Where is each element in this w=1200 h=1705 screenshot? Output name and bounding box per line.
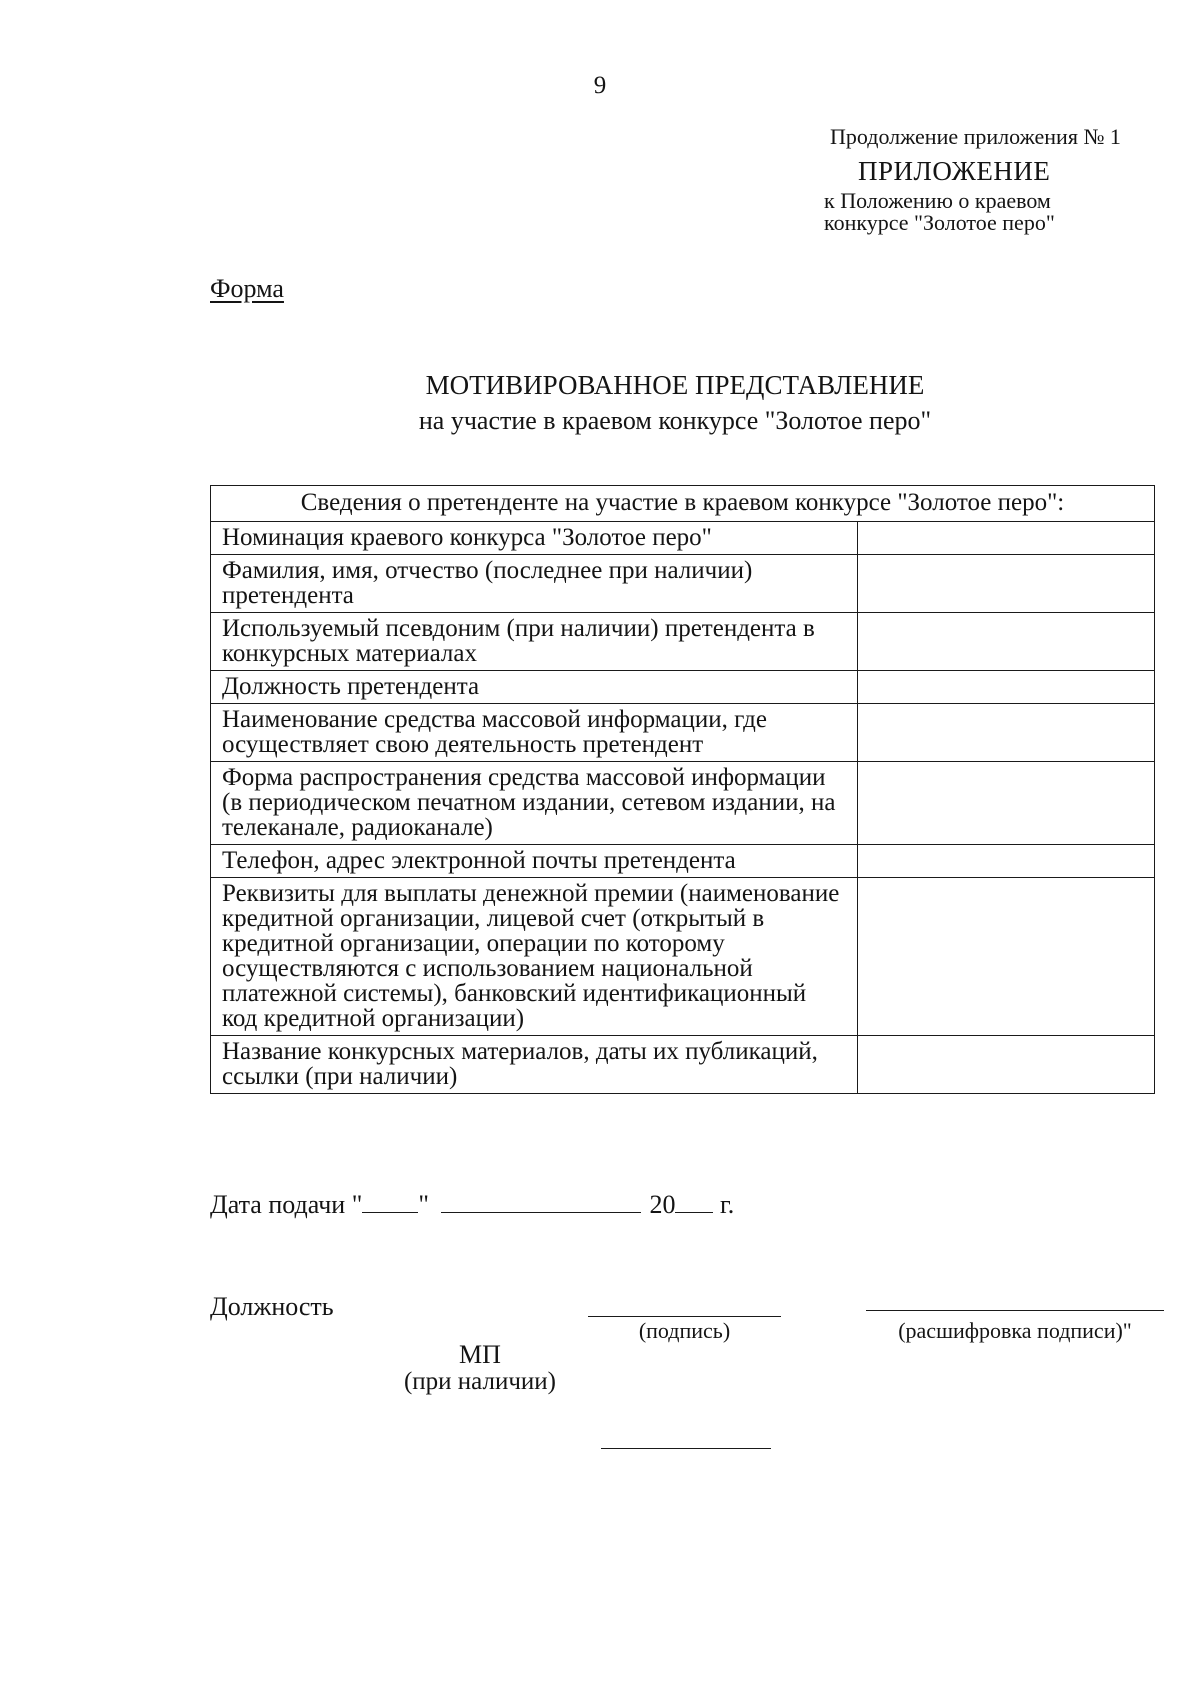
row-label-media-name: Наименование средства массовой информации, где осуществляет свою деятельность претендент xyxy=(211,704,858,762)
table-row xyxy=(211,878,1155,1036)
row-label-full-name: Фамилия, имя, отчество (последнее при наличии) претендента xyxy=(211,555,858,613)
position-label: Должность xyxy=(210,1292,334,1321)
month-blank[interactable] xyxy=(441,1190,641,1213)
separator-line xyxy=(601,1448,771,1449)
table-row xyxy=(211,555,1155,613)
row-value-nomination[interactable] xyxy=(858,522,1155,555)
table-row xyxy=(211,704,1155,762)
appendix-reference-line2: конкурсе "Золотое перо" xyxy=(824,210,1055,235)
table-row xyxy=(211,845,1155,878)
stamp-label: МП xyxy=(459,1340,501,1369)
row-value-full-name[interactable] xyxy=(858,555,1155,613)
continuation-note: Продолжение приложения № 1 xyxy=(830,124,1121,149)
open-quote: " xyxy=(351,1190,363,1219)
table-row xyxy=(211,613,1155,671)
form-label: Форма xyxy=(210,274,284,303)
table-row xyxy=(211,671,1155,704)
row-label-position: Должность претендента xyxy=(211,671,858,704)
signature-decoding-line[interactable] xyxy=(866,1310,1164,1311)
signature-caption: (подпись) xyxy=(638,1318,731,1343)
row-value-media-form[interactable] xyxy=(858,762,1155,845)
submission-date-label: Дата подачи xyxy=(210,1190,346,1219)
document-title: МОТИВИРОВАННОЕ ПРЕДСТАВЛЕНИЕ xyxy=(425,370,925,400)
row-value-pseudonym[interactable] xyxy=(858,613,1155,671)
table-row xyxy=(211,1036,1155,1094)
day-blank[interactable] xyxy=(362,1190,418,1213)
document-subtitle: на участие в краевом конкурсе "Золотое перо" xyxy=(418,406,932,435)
year-suffix: г. xyxy=(719,1190,735,1219)
table-header: Сведения о претенденте на участие в краевом конкурсе "Золотое перо": xyxy=(211,486,1155,522)
appendix-reference-line1: к Положению о краевом xyxy=(824,188,1051,213)
close-quote: " xyxy=(418,1190,429,1219)
signature-decoding-caption: (расшифровка подписи)" xyxy=(898,1318,1132,1343)
row-label-contacts: Телефон, адрес электронной почты претендента xyxy=(211,845,858,878)
row-label-materials: Название конкурсных материалов, даты их публикаций, ссылки (при наличии) xyxy=(211,1036,858,1094)
table-header-row xyxy=(211,486,1155,522)
row-label-nomination: Номинация краевого конкурса "Золотое перо" xyxy=(211,522,858,555)
row-value-bank-details[interactable] xyxy=(858,878,1155,1036)
row-value-materials[interactable] xyxy=(858,1036,1155,1094)
page-number: 9 xyxy=(593,72,607,99)
year-prefix: 20 xyxy=(649,1190,676,1219)
row-value-media-name[interactable] xyxy=(858,704,1155,762)
row-value-contacts[interactable] xyxy=(858,845,1155,878)
row-label-pseudonym: Используемый псевдоним (при наличии) претендента в конкурсных материалах xyxy=(211,613,858,671)
applicant-info-table xyxy=(210,485,1155,1094)
signature-line[interactable] xyxy=(588,1316,781,1317)
submission-date xyxy=(210,1190,734,1220)
table-row xyxy=(211,522,1155,555)
stamp-note: (при наличии) xyxy=(403,1368,557,1395)
table-row xyxy=(211,762,1155,845)
row-label-bank-details: Реквизиты для выплаты денежной премии (наименование кредитной организации, лицевой счет (открытый в кредитной организации, операции по которому осуществляются с использованием национальной платежной системы), банковский идентификационный код кредитной организации) xyxy=(211,878,858,1036)
appendix-title: ПРИЛОЖЕНИЕ xyxy=(858,156,1051,186)
row-label-media-form: Форма распространения средства массовой информации (в периодическом печатном издании, сетевом издании, на телеканале, радиоканале) xyxy=(211,762,858,845)
appendix-reference xyxy=(824,190,1055,234)
row-value-position[interactable] xyxy=(858,671,1155,704)
year-blank[interactable] xyxy=(675,1190,713,1213)
